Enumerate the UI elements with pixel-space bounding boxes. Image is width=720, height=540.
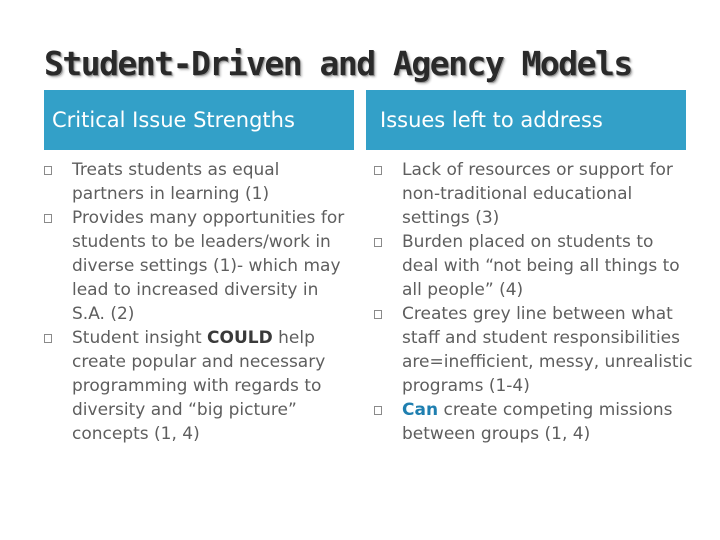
emphasis-text: COULD <box>207 328 273 348</box>
square-bullet-icon <box>374 310 382 319</box>
slide-title: Student-Driven and Agency Models <box>44 44 632 83</box>
list-item <box>44 158 354 206</box>
bullet-text: Creates grey line between what staff and student responsibilities are=inefficient, messy, unrealistic programs (1-4) <box>402 304 693 396</box>
square-bullet-icon <box>374 406 382 415</box>
square-bullet-icon <box>44 166 52 175</box>
list-item <box>374 302 694 398</box>
bullet-text: Provides many opportunities for students to be leaders/work in diverse settings (1)- which may lead to increased diversity in S.A. (2) <box>72 208 345 324</box>
bullet-text: Treats students as equal partners in learning (1) <box>72 160 280 204</box>
bullet-text: Lack of resources or support for non-traditional educational settings (3) <box>402 160 673 228</box>
bullet-text-end: help create popular and necessary programming with regards to diversity and “big picture” concepts (1, 4) <box>72 328 326 444</box>
strengths-header: Critical Issue Strengths <box>44 90 354 150</box>
emphasis-text: Can <box>402 400 439 420</box>
square-bullet-icon <box>374 238 382 247</box>
issues-header: Issues left to address <box>366 90 686 150</box>
square-bullet-icon <box>374 166 382 175</box>
bullet-text: Burden placed on students to deal with “not being all things to all people” (4) <box>402 232 680 300</box>
square-bullet-icon <box>44 214 52 223</box>
list-item <box>374 230 694 302</box>
square-bullet-icon <box>44 334 52 343</box>
list-item <box>374 158 694 230</box>
bullet-text-end: create competing missions between groups (1, 4) <box>402 400 673 444</box>
bullet-text-start: Student insight <box>72 328 208 348</box>
issues-list <box>374 158 694 446</box>
list-item <box>44 206 354 326</box>
list-item <box>374 398 694 446</box>
list-item <box>44 326 354 446</box>
strengths-list <box>44 158 354 446</box>
